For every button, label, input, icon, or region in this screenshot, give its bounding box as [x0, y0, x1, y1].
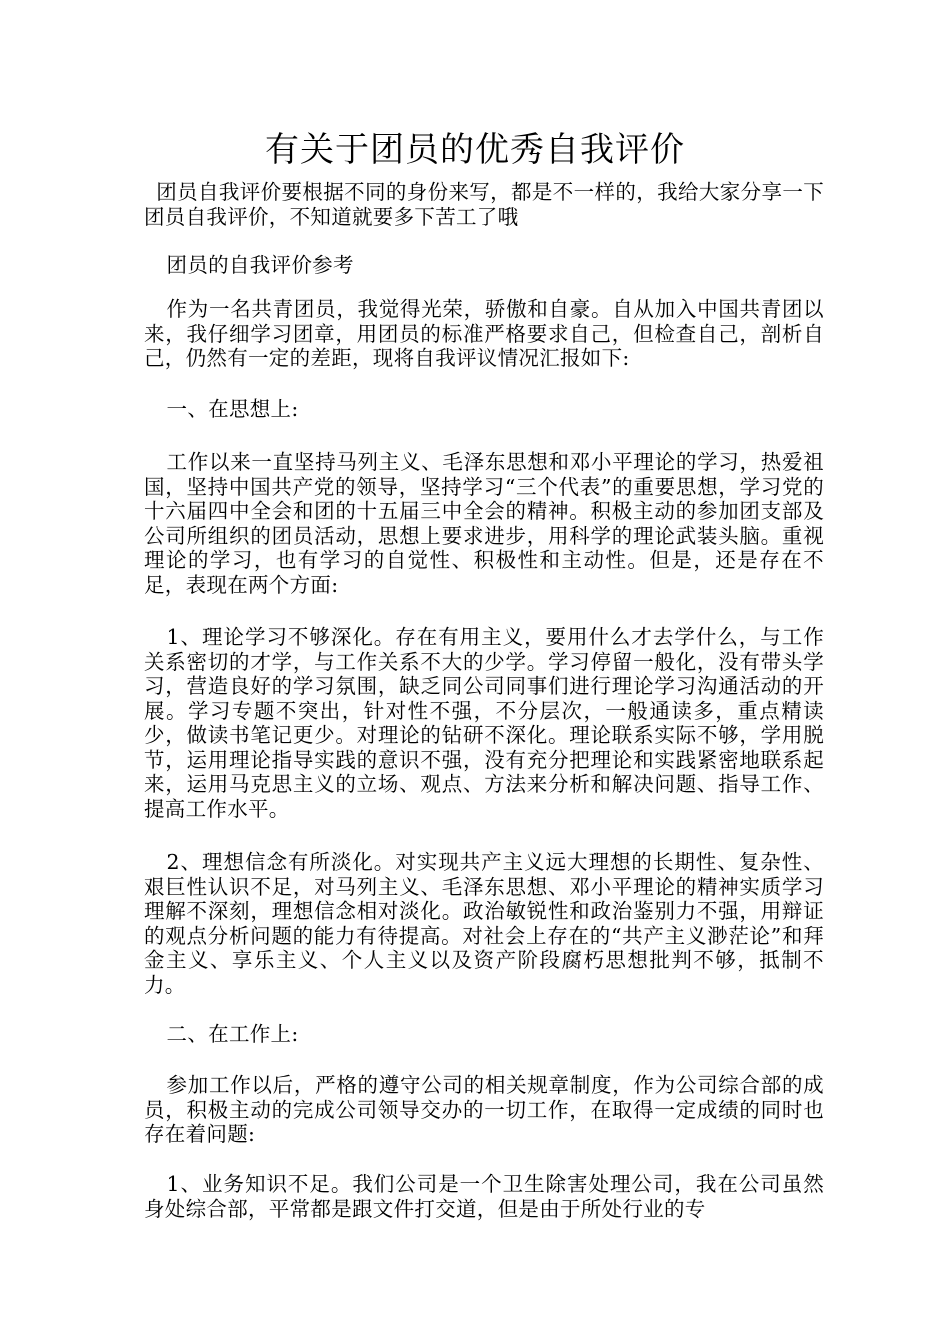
intro-paragraph: 团员自我评价要根据不同的身份来写，都是不一样的，我给大家分享一下团员自我评价，不知道就要多下苦工了哦: [144, 180, 824, 229]
section-heading-work: 二、在工作上:: [166, 1022, 299, 1046]
paragraph-theory-study: 1、理论学习不够深化。存在有用主义，要用什么才去学什么，与工作关系密切的才学，与工作关系不大的少学。学习停留一般化，没有带头学习，营造良好的学习氛围，缺乏同公司同事们进行理论学习沟通活动的开展。学习专题不突出，针对性不强，不分层次，一般通读多，重点精读少，做读书笔记更少。对理论的钻研不深化。理论联系实际不够，学用脱节，运用理论指导实践的意识不强，没有充分把理论和实践紧密地联系起来，运用马克思主义的立场、观点、方法来分析和解决问题、指导工作、提高工作水平。: [144, 625, 824, 821]
paragraph-opening: 作为一名共青团员，我觉得光荣，骄傲和自豪。自从加入中国共青团以来，我仔细学习团章，用团员的标准严格要求自己，但检查自己，剖析自己，仍然有一定的差距，现将自我评议情况汇报如下:: [144, 297, 824, 370]
paragraph-work: 参加工作以后，严格的遵守公司的相关规章制度，作为公司综合部的成员，积极主动的完成公司领导交办的一切工作，在取得一定成绩的同时也存在着问题:: [144, 1073, 824, 1146]
paragraph-ideals: 2、理想信念有所淡化。对实现共产主义远大理想的长期性、复杂性、艰巨性认识不足，对马列主义、毛泽东思想、邓小平理论的精神实质学习理解不深刻，理想信念相对淡化。政治敏锐性和政治鉴别力不强，用辩证的观点分析问题的能力有待提高。对社会上存在的“共产主义渺茫论”和拜金主义、享乐主义、个人主义以及资产阶段腐朽思想批判不够，抵制不力。: [144, 850, 824, 997]
reference-heading: 团员的自我评价参考: [166, 253, 354, 277]
section-heading-ideology: 一、在思想上:: [166, 397, 299, 421]
paragraph-ideology: 工作以来一直坚持马列主义、毛泽东思想和邓小平理论的学习，热爱祖国，坚持中国共产党的领导，坚持学习“三个代表”的重要思想，学习党的十六届四中全会和团的十五届三中全会的精神。积极主动的参加团支部及公司所组织的团员活动，思想上要求进步，用科学的理论武装头脑。重视理论的学习，也有学习的自觉性、积极性和主动性。但是，还是存在不足，表现在两个方面:: [144, 450, 824, 597]
document-title: 有关于团员的优秀自我评价: [265, 130, 685, 170]
paragraph-business-knowledge: 1、业务知识不足。我们公司是一个卫生除害处理公司，我在公司虽然身处综合部，平常都是跟文件打交道，但是由于所处行业的专: [144, 1172, 824, 1221]
